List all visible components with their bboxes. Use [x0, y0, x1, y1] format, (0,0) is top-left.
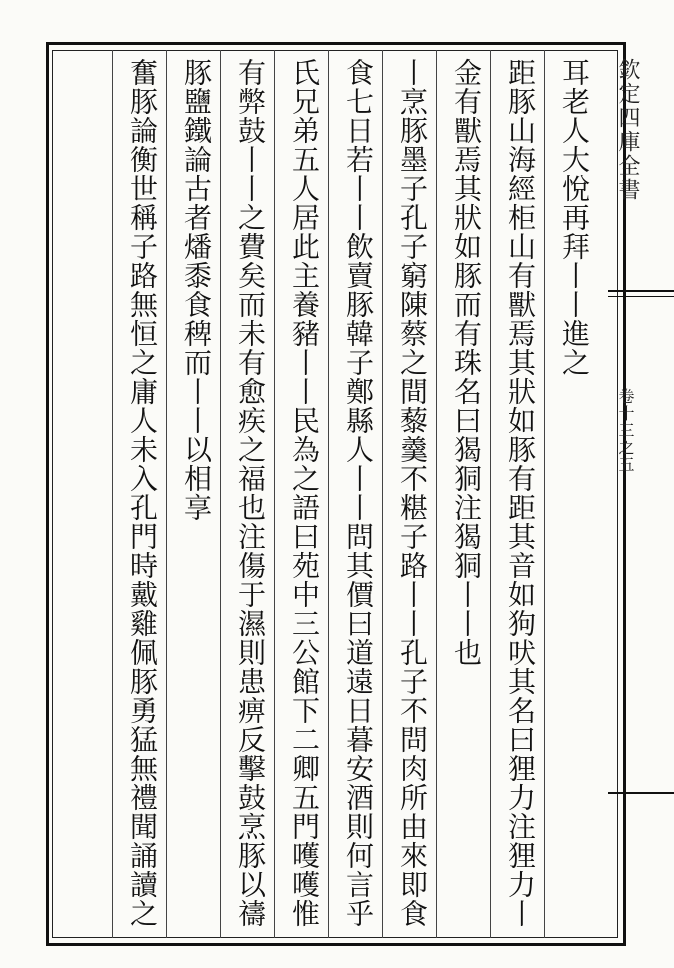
text-column: 丨烹豚墨子孔子窮陳蔡之間藜羹不糂子路丨丨孔子不問肉所由來即食: [396, 58, 429, 928]
column-rule: [112, 50, 113, 938]
margin-rule: [608, 296, 674, 297]
text-column: 豚鹽鐵論古者燔黍食稗而丨丨以相享: [180, 58, 213, 522]
volume-label: 卷十三之五: [616, 388, 635, 473]
text-column: 金有獸焉其狀如豚而有珠名曰猲狪注猲狪丨丨也: [450, 58, 483, 667]
text-column: 奮豚論衡世稱子路無恒之庸人未入孔門時戴雞佩豚勇猛無禮聞誦讀之: [126, 58, 159, 928]
text-column: 食七日若丨丨飲賣豚韓子鄭縣人丨丨問其價曰道遠日暮安酒則何言乎: [342, 58, 375, 928]
text-column: 耳老人大悅再拜丨丨進之: [558, 58, 591, 377]
margin-title: 欽定四庫全書: [615, 58, 640, 202]
text-column: 距豚山海經柜山有獸焉其狀如豚有距其音如狗吠其名曰狸力注狸力丨: [504, 58, 537, 928]
text-column: 氏兄弟五人居此主養豬丨丨民為之語曰苑中三公館下二卿五門嚄嚄惟: [288, 58, 321, 928]
margin-rule: [608, 290, 674, 292]
text-column: 有弊鼓丨丨之費矣而未有愈疾之福也注傷于濕則患痹反擊鼓烹豚以禱: [234, 58, 267, 928]
margin-rule: [608, 792, 674, 794]
